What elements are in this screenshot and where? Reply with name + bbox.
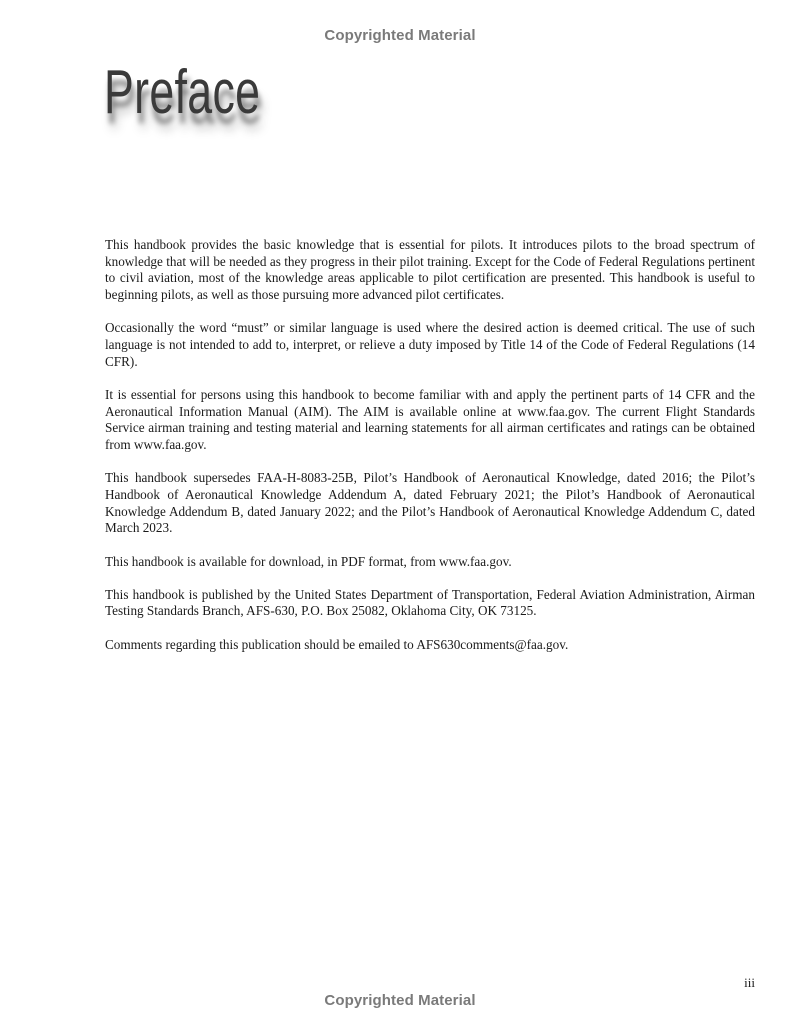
paragraph-language: Occasionally the word “must” or similar language is used where the desired action is deemed critical. The use of such language is not intended to add to, interpret, or relieve a duty imposed by Title 14 of the Code of Federal Regulations (14 CFR). (105, 320, 755, 369)
watermark-bottom: Copyrighted Material (324, 992, 476, 1009)
paragraph-cfr-aim: It is essential for persons using this handbook to become familiar with and apply the pertinent parts of 14 CFR and the Aeronautical Information Manual (AIM). The AIM is available online at www.faa.gov. The current Flight Standards Service airman training and testing material and learning statements for all airman certificates and ratings can be obtained from www.faa.gov. (105, 386, 755, 453)
page-title: Preface (104, 58, 261, 127)
paragraph-intro: This handbook provides the basic knowledge that is essential for pilots. It introduces pilots to the broad spectrum of knowledge that will be needed as they progress in their pilot training. Except for the Code of Federal Regulations pertinent to civil aviation, most of the knowledge areas applicable to pilot certification are presented. This handbook is useful to beginning pilots, as well as those pursuing more advanced pilot certificates. (105, 237, 755, 303)
paragraph-download: This handbook is available for download, in PDF format, from www.faa.gov. (105, 553, 512, 569)
paragraph-comments: Comments regarding this publication should be emailed to AFS630comments@faa.gov. (105, 636, 569, 652)
preface-body (105, 237, 755, 670)
paragraph-supersedes: This handbook supersedes FAA-H-8083-25B, Pilot’s Handbook of Aeronautical Knowledge, dated 2016; the Pilot’s Handbook of Aeronautical Knowledge Addendum A, dated February 2021; the Pilot’s Handbook of Aeronautical Knowledge Addendum B, dated January 2022; and the Pilot’s Handbook of Aeronautical Knowledge Addendum C, dated March 2023. (105, 470, 755, 536)
page-number: iii (744, 975, 755, 990)
paragraph-publisher: This handbook is published by the United States Department of Transportation, Federal Aviation Administration, Airman Testing Standards Branch, AFS-630, P.O. Box 25082, Oklahoma City, OK 73125. (105, 586, 755, 619)
watermark-top: Copyrighted Material (324, 27, 476, 44)
